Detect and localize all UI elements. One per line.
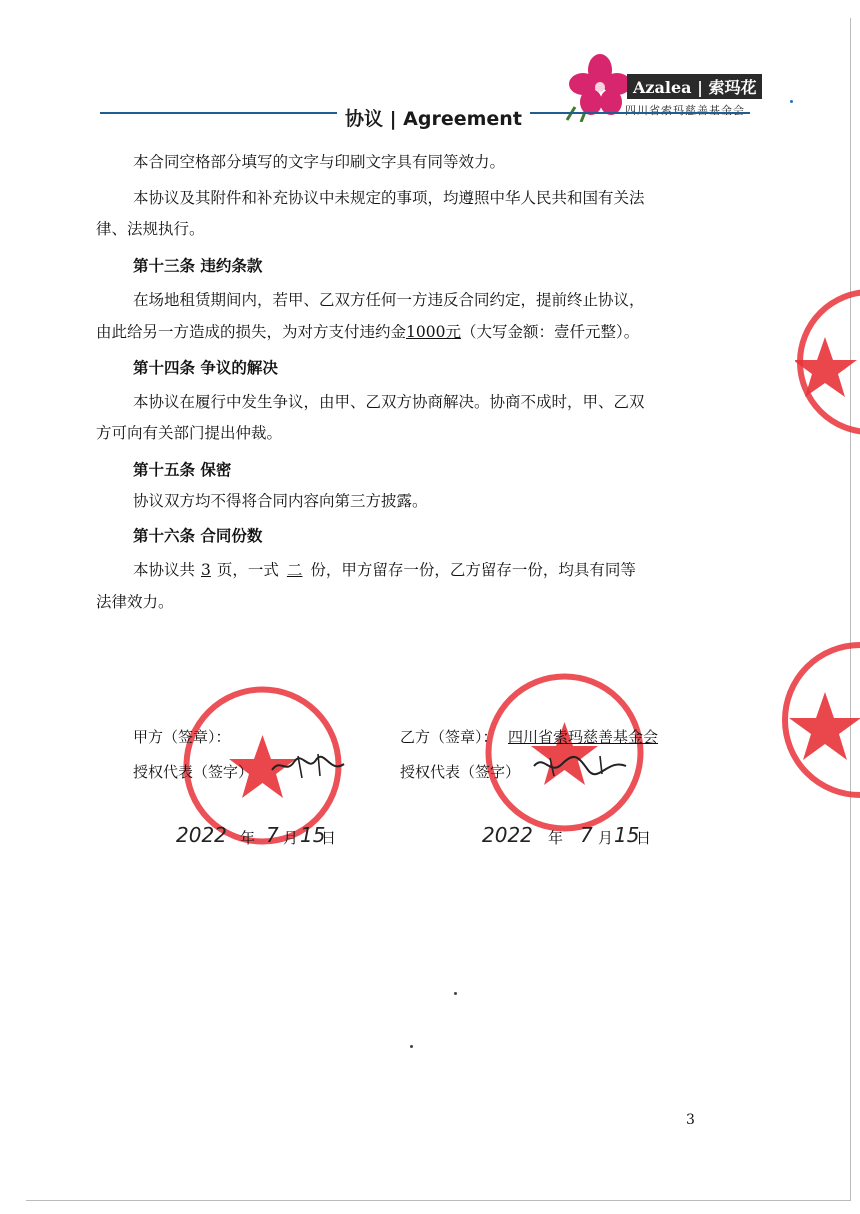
party-b-name: 四川省索玛慈善基金会 (508, 728, 659, 746)
party-b-year-label: 年 (548, 829, 564, 847)
party-a-rep-label: 授权代表（签字） (133, 763, 254, 781)
party-b-rep-label: 授权代表（签字） (400, 763, 521, 781)
party-a-handwritten-signature (268, 752, 348, 780)
article-16-line1-b: 页，一式 (216, 561, 279, 579)
article-13-line1: 在场地租赁期间内，若甲、乙双方任何一方违反合同约定，提前终止协议， (133, 291, 645, 309)
header-rule-right (530, 112, 750, 114)
header-rule-left (100, 112, 340, 114)
page-count: 3 (201, 561, 211, 579)
article-16-title: 第十六条 合同份数 (133, 526, 263, 545)
edge-seal-bottom (765, 630, 860, 810)
logo-brand-text: Azalea | 索玛花 (627, 74, 762, 99)
party-b-handwritten-signature (530, 752, 630, 780)
party-b-month-label: 月 (598, 829, 614, 847)
party-a-year-label: 年 (240, 829, 256, 847)
scan-speck (790, 100, 793, 103)
party-b-date-day: 15 (614, 823, 640, 847)
party-a-label: 甲方（签章）： (133, 728, 231, 746)
article-13-line2 (96, 325, 639, 341)
party-a-day-label: 日 (321, 829, 337, 847)
penalty-amount: 1000元 (406, 323, 461, 341)
article-14-title: 第十四条 争议的解决 (133, 358, 278, 377)
article-16-line1-c: 份，甲方留存一份，乙方留存一份，均具有同等 (310, 561, 636, 579)
article-16-line1 (133, 563, 636, 579)
party-b-day-label: 日 (636, 829, 652, 847)
scan-speck (454, 992, 457, 995)
article-13-line2-b: （大写金额：壹仟元整）。 (460, 323, 640, 341)
edge-seal-top (795, 262, 860, 462)
party-a-date-day: 15 (300, 823, 326, 847)
party-a-month-label: 月 (283, 829, 299, 847)
article-15-title: 第十五条 保密 (133, 460, 232, 479)
article-16-line1-a: 本协议共 (133, 561, 196, 579)
party-b-label: 乙方（签章）： (400, 728, 498, 746)
party-a-date-month: 7 (266, 823, 279, 847)
article-13-line2-a: 由此给另一方造成的损失，为对方支付违约金 (96, 323, 407, 341)
header-title: 协议 | Agreement (337, 104, 530, 131)
party-b-date-year: 2022 (482, 823, 533, 847)
paragraph-unregulated-l1: 本协议及其附件和补充协议中未规定的事项，均遵照中华人民共和国有关法 (133, 189, 645, 207)
article-14-line1: 本协议在履行中发生争议，由甲、乙双方协商解决。协商不成时，甲、乙双 (133, 393, 645, 411)
page-number: 3 (686, 1112, 695, 1128)
article-14-line2: 方可向有关部门提出仲裁。 (96, 424, 283, 442)
party-b-date-month: 7 (580, 823, 593, 847)
article-15-line1: 协议双方均不得将合同内容向第三方披露。 (133, 492, 428, 510)
paragraph-equal-validity: 本合同空格部分填写的文字与印刷文字具有同等效力。 (133, 153, 506, 171)
scan-speck (410, 1045, 413, 1048)
article-16-line2: 法律效力。 (96, 593, 174, 611)
article-13-title: 第十三条 违约条款 (133, 256, 263, 275)
copy-count: 二 (286, 561, 303, 579)
logo-org-text: 四川省索玛慈善基金会 (625, 104, 745, 117)
paragraph-unregulated-l2: 律、法规执行。 (96, 220, 205, 238)
party-a-date-year: 2022 (176, 823, 227, 847)
